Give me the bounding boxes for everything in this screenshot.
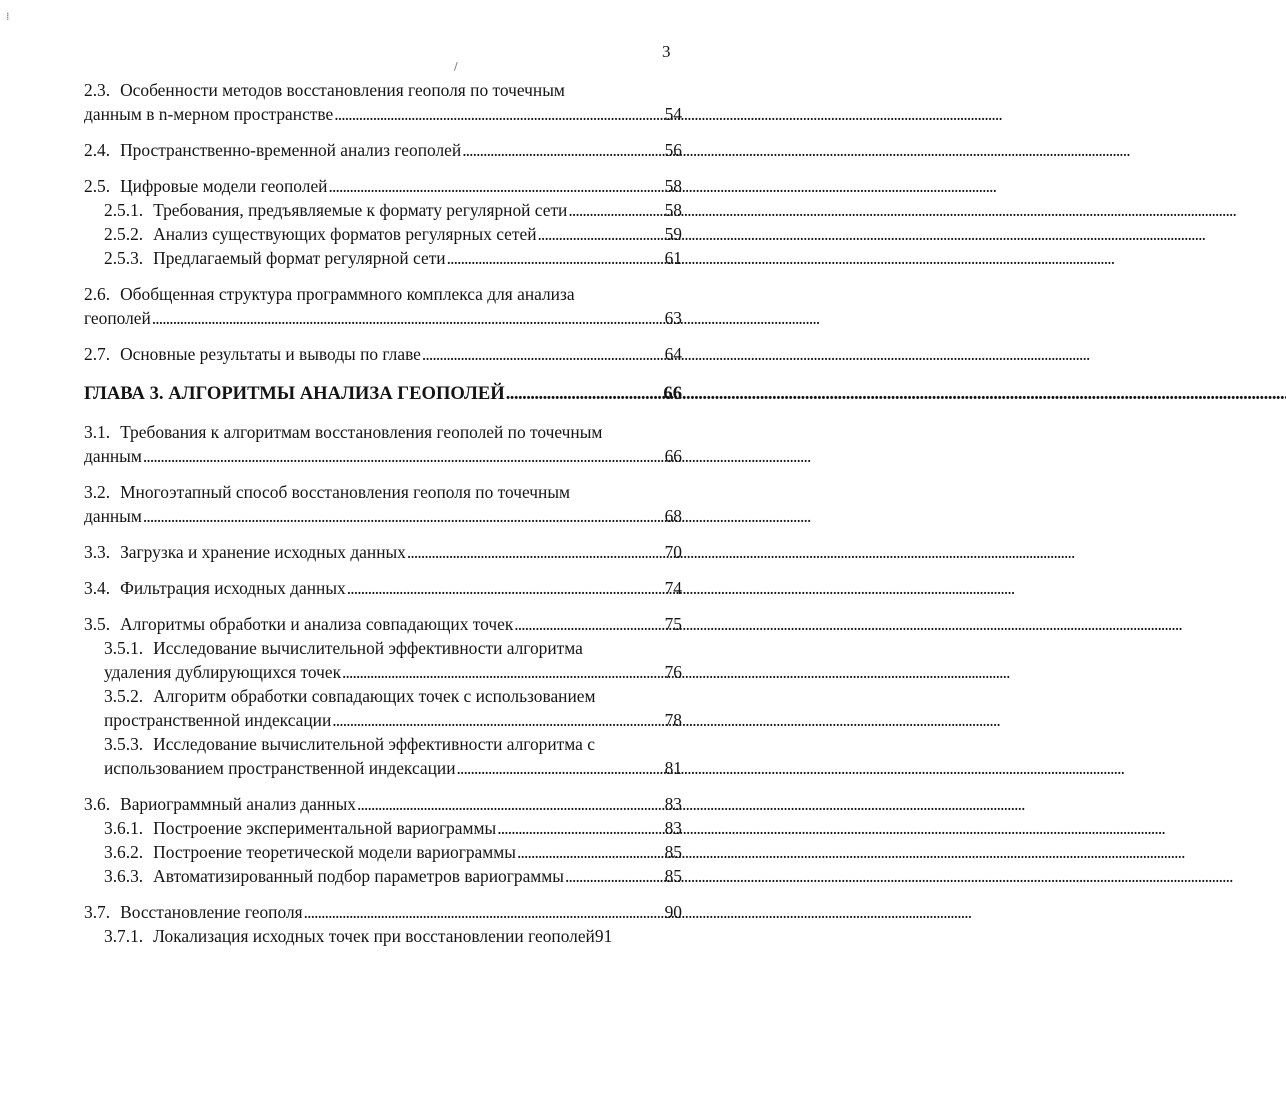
toc-title: Предлагаемый формат регулярной сети — [153, 248, 446, 268]
toc-title-cont: пространственной индексации — [104, 710, 332, 730]
toc-entry-line — [84, 420, 682, 444]
toc-page: 63 — [664, 308, 682, 328]
table-of-contents — [84, 78, 682, 948]
toc-page: 78 — [664, 710, 682, 730]
leader-dots — [304, 900, 664, 924]
toc-entry-3-7-1 — [84, 924, 682, 948]
toc-entry-line — [84, 78, 682, 102]
toc-number: 3.6.1. — [104, 818, 144, 838]
toc-page: 85 — [664, 842, 682, 862]
toc-page: 61 — [664, 248, 682, 268]
toc-title: Алгоритм обработки совпадающих точек с использованием — [153, 686, 596, 706]
toc-number: 3.7.1. — [104, 926, 144, 946]
toc-title-cont: использованием пространственной индексации — [104, 758, 456, 778]
toc-number: 2.6. — [84, 284, 111, 304]
toc-title: Автоматизированный подбор параметров вариограммы — [153, 866, 564, 886]
toc-number: 2.5.3. — [104, 248, 144, 268]
toc-title-cont: геополей — [84, 308, 151, 328]
toc-number: 2.5. — [84, 176, 111, 196]
toc-title: Фильтрация исходных данных — [120, 578, 346, 598]
toc-title: Цифровые модели геополей — [120, 176, 328, 196]
toc-entry-2-7 — [84, 342, 682, 366]
toc-group-3-7 — [84, 900, 682, 948]
toc-number: 3.5.1. — [104, 638, 144, 658]
toc-title: Многоэтапный способ восстановления геополя по точечным — [120, 482, 571, 502]
toc-group-3-6 — [84, 792, 682, 888]
toc-title: Основные результаты и выводы по главе — [120, 344, 421, 364]
toc-page: 90 — [664, 902, 682, 922]
toc-entry-line — [84, 342, 682, 366]
toc-entry-2-6 — [84, 282, 682, 330]
leader-dots — [357, 792, 664, 816]
leader-dots — [568, 198, 663, 222]
toc-entry-2-5 — [84, 174, 682, 198]
toc-entry-line — [84, 480, 682, 504]
toc-entry-3-2 — [84, 480, 682, 528]
leader-dots — [462, 138, 663, 162]
leader-dots — [457, 756, 664, 780]
toc-number: 3.6.3. — [104, 866, 144, 886]
toc-entry-2-5-1 — [84, 198, 682, 222]
toc-title: Локализация исходных точек при восстановлении геополей — [153, 926, 595, 946]
leader-dots — [407, 540, 664, 564]
toc-title: Анализ существующих форматов регулярных сетей — [153, 224, 537, 244]
toc-page: 70 — [664, 542, 682, 562]
toc-entry-2-5-2 — [84, 222, 682, 246]
toc-page: 83 — [664, 794, 682, 814]
toc-number: 3.5. — [84, 614, 111, 634]
toc-number: 3.6.2. — [104, 842, 144, 862]
leader-dots — [422, 342, 664, 366]
toc-page: 83 — [664, 818, 682, 838]
toc-title-cont: данным — [84, 446, 142, 466]
toc-title: Вариограммный анализ данных — [120, 794, 356, 814]
toc-number: 3.7. — [84, 902, 111, 922]
toc-entry-line — [84, 102, 682, 126]
toc-entry-2-3 — [84, 78, 682, 126]
toc-page: 66 — [663, 383, 682, 404]
toc-title-cont: удаления дублирующихся точек — [104, 662, 342, 682]
leader-dots — [328, 174, 663, 198]
leader-dots — [143, 504, 664, 528]
toc-title-cont: данным в n-мерном пространстве — [84, 104, 334, 124]
toc-page: 56 — [664, 140, 682, 160]
page-number: 3 — [662, 42, 671, 61]
scan-margin-mark: ⁞ — [6, 10, 10, 23]
toc-entry-2-5-3 — [84, 246, 682, 270]
toc-page: 58 — [664, 200, 682, 220]
leader-dots — [143, 444, 664, 468]
leader-dots — [342, 660, 664, 684]
toc-entry-3-4 — [84, 576, 682, 600]
toc-entry-line — [84, 444, 682, 468]
leader-dots — [538, 222, 664, 246]
scan-pen-mark: / — [454, 60, 458, 73]
toc-entry-line — [84, 708, 682, 732]
toc-entry-line — [84, 540, 682, 564]
toc-title: Построение теоретической модели вариограммы — [153, 842, 516, 862]
leader-dots — [565, 864, 664, 888]
toc-entry-3-6-1 — [84, 816, 682, 840]
toc-page: 58 — [664, 176, 682, 196]
toc-title-cont: данным — [84, 506, 142, 526]
toc-title: Восстановление геополя — [120, 902, 303, 922]
toc-title: Алгоритмы обработки и анализа совпадающих точек — [120, 614, 514, 634]
toc-chapter-3 — [84, 380, 682, 408]
leader-dots — [517, 840, 664, 864]
toc-entry-line — [84, 380, 682, 408]
toc-entry-3-6 — [84, 792, 682, 816]
toc-entry-3-3 — [84, 540, 682, 564]
toc-page: 74 — [664, 578, 682, 598]
toc-title: Особенности методов восстановления геополя по точечным — [120, 80, 565, 100]
toc-entry-line — [84, 282, 682, 306]
toc-entry-3-5-1 — [84, 636, 682, 660]
toc-entry-3-5-2 — [84, 684, 682, 708]
toc-page: 66 — [664, 446, 682, 466]
toc-page: 81 — [664, 758, 682, 778]
toc-group-3-5 — [84, 612, 682, 780]
toc-entry-line — [84, 306, 682, 330]
toc-number: 3.6. — [84, 794, 111, 814]
toc-title: Исследование вычислительной эффективности алгоритма с — [153, 734, 595, 754]
toc-number: 3.1. — [84, 422, 111, 442]
toc-entry-3-7 — [84, 900, 682, 924]
leader-dots — [152, 306, 664, 330]
toc-entry-line — [84, 138, 682, 162]
toc-page: 91 — [594, 926, 613, 946]
toc-page: 54 — [664, 104, 682, 124]
toc-entry-3-5 — [84, 612, 682, 636]
toc-entry-line — [84, 756, 682, 780]
toc-group-2-5 — [84, 174, 682, 270]
toc-entry-line — [84, 660, 682, 684]
toc-number: 2.7. — [84, 344, 111, 364]
leader-dots — [334, 102, 663, 126]
toc-number: 3.3. — [84, 542, 111, 562]
toc-entry-line — [84, 504, 682, 528]
toc-entry-3-5-3 — [84, 732, 682, 756]
toc-number: 3.5.2. — [104, 686, 144, 706]
toc-title: Построение экспериментальной вариограммы — [153, 818, 497, 838]
toc-page: 68 — [664, 506, 682, 526]
toc-number: 2.4. — [84, 140, 111, 160]
toc-number: 3.2. — [84, 482, 111, 502]
toc-number: 3.5.3. — [104, 734, 144, 754]
leader-dots — [447, 246, 664, 270]
toc-title: Требования, предъявляемые к формату регулярной сети — [153, 200, 568, 220]
toc-title: Пространственно-временной анализ геополей — [120, 140, 462, 160]
toc-page: 76 — [664, 662, 682, 682]
toc-entry-3-6-2 — [84, 840, 682, 864]
toc-entry-2-4 — [84, 138, 682, 162]
toc-title: Требования к алгоритмам восстановления геополей по точечным — [120, 422, 603, 442]
toc-title: Загрузка и хранение исходных данных — [120, 542, 406, 562]
leader-dots — [497, 816, 663, 840]
toc-entry-3-6-3 — [84, 864, 682, 888]
toc-entry-line — [84, 576, 682, 600]
leader-dots — [347, 576, 664, 600]
leader-dots — [506, 380, 663, 408]
toc-number: 2.3. — [84, 80, 111, 100]
leader-dots — [332, 708, 663, 732]
toc-page: 85 — [664, 866, 682, 886]
toc-number: 3.4. — [84, 578, 111, 598]
toc-number: 2.5.1. — [104, 200, 144, 220]
chapter-title: ГЛАВА 3. АЛГОРИТМЫ АНАЛИЗА ГЕОПОЛЕЙ — [84, 383, 505, 404]
toc-page: 59 — [664, 224, 682, 244]
toc-page: 64 — [664, 344, 682, 364]
toc-page: 75 — [664, 614, 682, 634]
leader-dots — [514, 612, 663, 636]
toc-title: Обобщенная структура программного комплекса для анализа — [120, 284, 575, 304]
toc-title: Исследование вычислительной эффективности алгоритма — [153, 638, 583, 658]
toc-entry-3-1 — [84, 420, 682, 468]
toc-number: 2.5.2. — [104, 224, 144, 244]
